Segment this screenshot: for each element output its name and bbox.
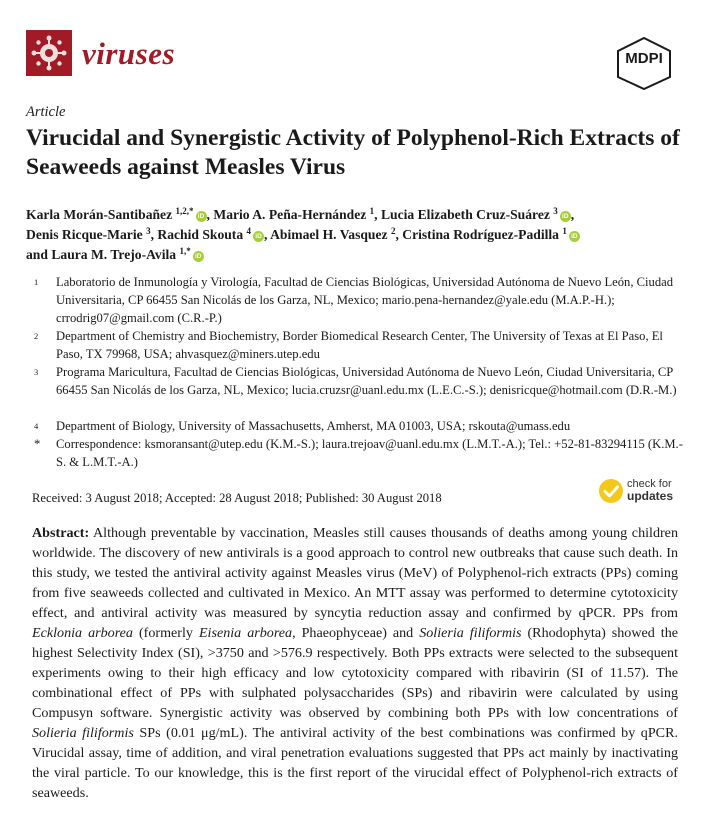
affiliation-text: Department of Chemistry and Biochemistry, Border Biomedical Research Center, The University of Texas at El Paso, El Paso, TX 79968, USA; ahvasquez@miners.utep.edu — [56, 329, 663, 361]
affiliation-2 — [34, 327, 684, 363]
orcid-icon[interactable]: iD — [196, 211, 207, 222]
affiliation-text: Programa Maricultura, Facultad de Ciencias Biológicas, Universidad Autónoma de Nuevo León, Ciudad Universitaria, CP 66455 San Nicolás de los Garza, NL, Mexico; lucia.cruzsr@uanl.edu.mx (L.E.C.-S.); denisricque@hotmail.com (D.R.-M.) — [56, 365, 677, 397]
author-name[interactable]: Laura M. Trejo-Avila — [51, 247, 177, 262]
journal-logo-icon — [26, 30, 72, 76]
check-badge-icon — [598, 478, 624, 504]
author-name[interactable]: Lucia Elizabeth Cruz-Suárez — [380, 207, 550, 222]
correspondence — [34, 435, 684, 471]
publisher-name: MDPI — [625, 50, 663, 67]
author-sup: 1,2,* — [175, 206, 194, 216]
author-sup: 1 — [562, 226, 567, 236]
author-sup: 3 — [553, 206, 558, 216]
author-name[interactable]: Denis Ricque-Marie — [26, 227, 143, 242]
species-name: Eisenia arborea — [198, 625, 293, 641]
check-for-updates-badge[interactable] — [598, 477, 688, 507]
author-sup: 2 — [390, 226, 396, 236]
author-sup: 1 — [369, 206, 375, 216]
author-name[interactable]: Mario A. Peña-Hernández — [213, 207, 367, 222]
badge-line1: check for — [627, 478, 672, 490]
affiliation-text: Department of Biology, University of Massachusetts, Amherst, MA 01003, USA; rskouta@umass.edu — [56, 419, 571, 433]
author-sup: 4 — [246, 226, 252, 236]
affiliation-marker: 2 — [34, 331, 39, 341]
affiliation-1 — [34, 273, 684, 327]
abstract: Abstract: Although preventable by vaccination, Measles still causes thousands of deaths among young children worldwide. The discovery of new antivirals is a good approach to control new outbreaks that cause such death. In this study, we tested the antiviral activity against Measles virus (MeV) of Polyphenol-rich extracts (PPs) coming from five seaweeds collected and cultivated in Mexico. An MTT assay was performed to determine cytotoxicity effect, and antiviral activity was measured by syncytia reduction assay and confirmed by qPCR. PPs from Ecklonia arborea (formerly Eisenia arborea, Phaeophyceae) and Solieria filiformis (Rhodophyta) showed the highest Selectivity Index (SI), >3750 and >576.9 respectively. Both PPs extracts were selected to the subsequent experiments owing to their high efficacy and low cytotoxicity compared with ribavirin (SI of 11.57). The combinational effect of PPs with sulphated polysaccharides (SPs) and ribavirin were calculated by using Compusyn software. Synergistic activity was observed by combining both PPs with low concentrations of Solieria filiformis SPs (0.01 μg/mL). The antiviral activity of the best combinations was confirmed by qPCR. Virucidal assay, time of addition, and viral penetration evaluations suggested that PPs act mainly by inactivating the viral particle. To our knowledge, this is the first report of the virucidal effect of Polyphenol-rich extracts of seaweeds. — [32, 525, 679, 801]
species-name: Solieria filiformis — [32, 725, 134, 741]
orcid-icon[interactable]: iD — [560, 211, 571, 222]
orcid-icon[interactable]: iD — [253, 231, 264, 242]
author-list: Karla Morán-Santibañez $^{1,2,*}$iD , Mario A. Peña-Hernández $^1$, Lucia Elizabeth Cruz-Suárez $^3$iD , Denis Ricque-Marie $^3$, Rachid Skouta $^4$iD , Abimael H. Vasquez $^2$, Cristina Rodríguez-Padilla $^1$iD and Laura M. Trejo-Avila $^{1,*}$iD — [26, 205, 702, 265]
affiliation-marker: 3 — [34, 367, 39, 377]
journal-name[interactable]: viruses — [82, 36, 176, 71]
orcid-icon[interactable]: iD — [569, 231, 580, 242]
author-name[interactable]: Cristina Rodríguez-Padilla — [402, 227, 559, 242]
author-sup: 1,* — [179, 246, 191, 256]
affiliation-marker: 1 — [34, 277, 39, 287]
affiliation-text: Laboratorio de Inmunología y Virología, Facultad de Ciencias Biológicas, Universidad Autónoma de Nuevo León, Ciudad Universitaria, CP 66455 San Nicolás de los Garza, NL, Mexico; mario.pena-hernandez@yale.edu (M.A.P.-H.); crrodrig07@gmail.com (C.R.-P.) — [56, 275, 674, 325]
author-sup: 3 — [146, 226, 151, 236]
orcid-icon[interactable]: iD — [193, 251, 204, 262]
affiliation-marker: 4 — [34, 421, 39, 431]
article-type: Article — [26, 104, 66, 120]
affiliation-3 — [34, 363, 684, 417]
correspondence-marker: * — [34, 437, 41, 451]
affiliation-4 — [34, 417, 684, 435]
abstract-label: Abstract: — [32, 525, 90, 541]
correspondence-text: Correspondence: ksmoransant@utep.edu (K.M.-S.); laura.trejoav@uanl.edu.mx (L.M.T.-A.); Tel.: +52-81-83294115 (K.M.-S. & L.M.T.-A.) — [56, 437, 683, 469]
species-name: Solieria filiformis — [419, 625, 522, 641]
author-name[interactable]: Karla Morán-Santibañez — [26, 207, 173, 222]
author-name[interactable]: Abimael H. Vasquez — [270, 227, 388, 242]
author-name[interactable]: Rachid Skouta — [157, 227, 244, 242]
publication-dates: Received: 3 August 2018; Accepted: 28 August 2018; Published: 30 August 2018 — [32, 491, 442, 505]
publisher-logo[interactable] — [614, 36, 674, 90]
article-title: Virucidal and Synergistic Activity of Polyphenol-Rich Extracts of Seaweeds against Measles Virus — [26, 125, 680, 180]
badge-line2: updates — [627, 489, 674, 503]
species-name: Ecklonia arborea — [32, 625, 133, 641]
